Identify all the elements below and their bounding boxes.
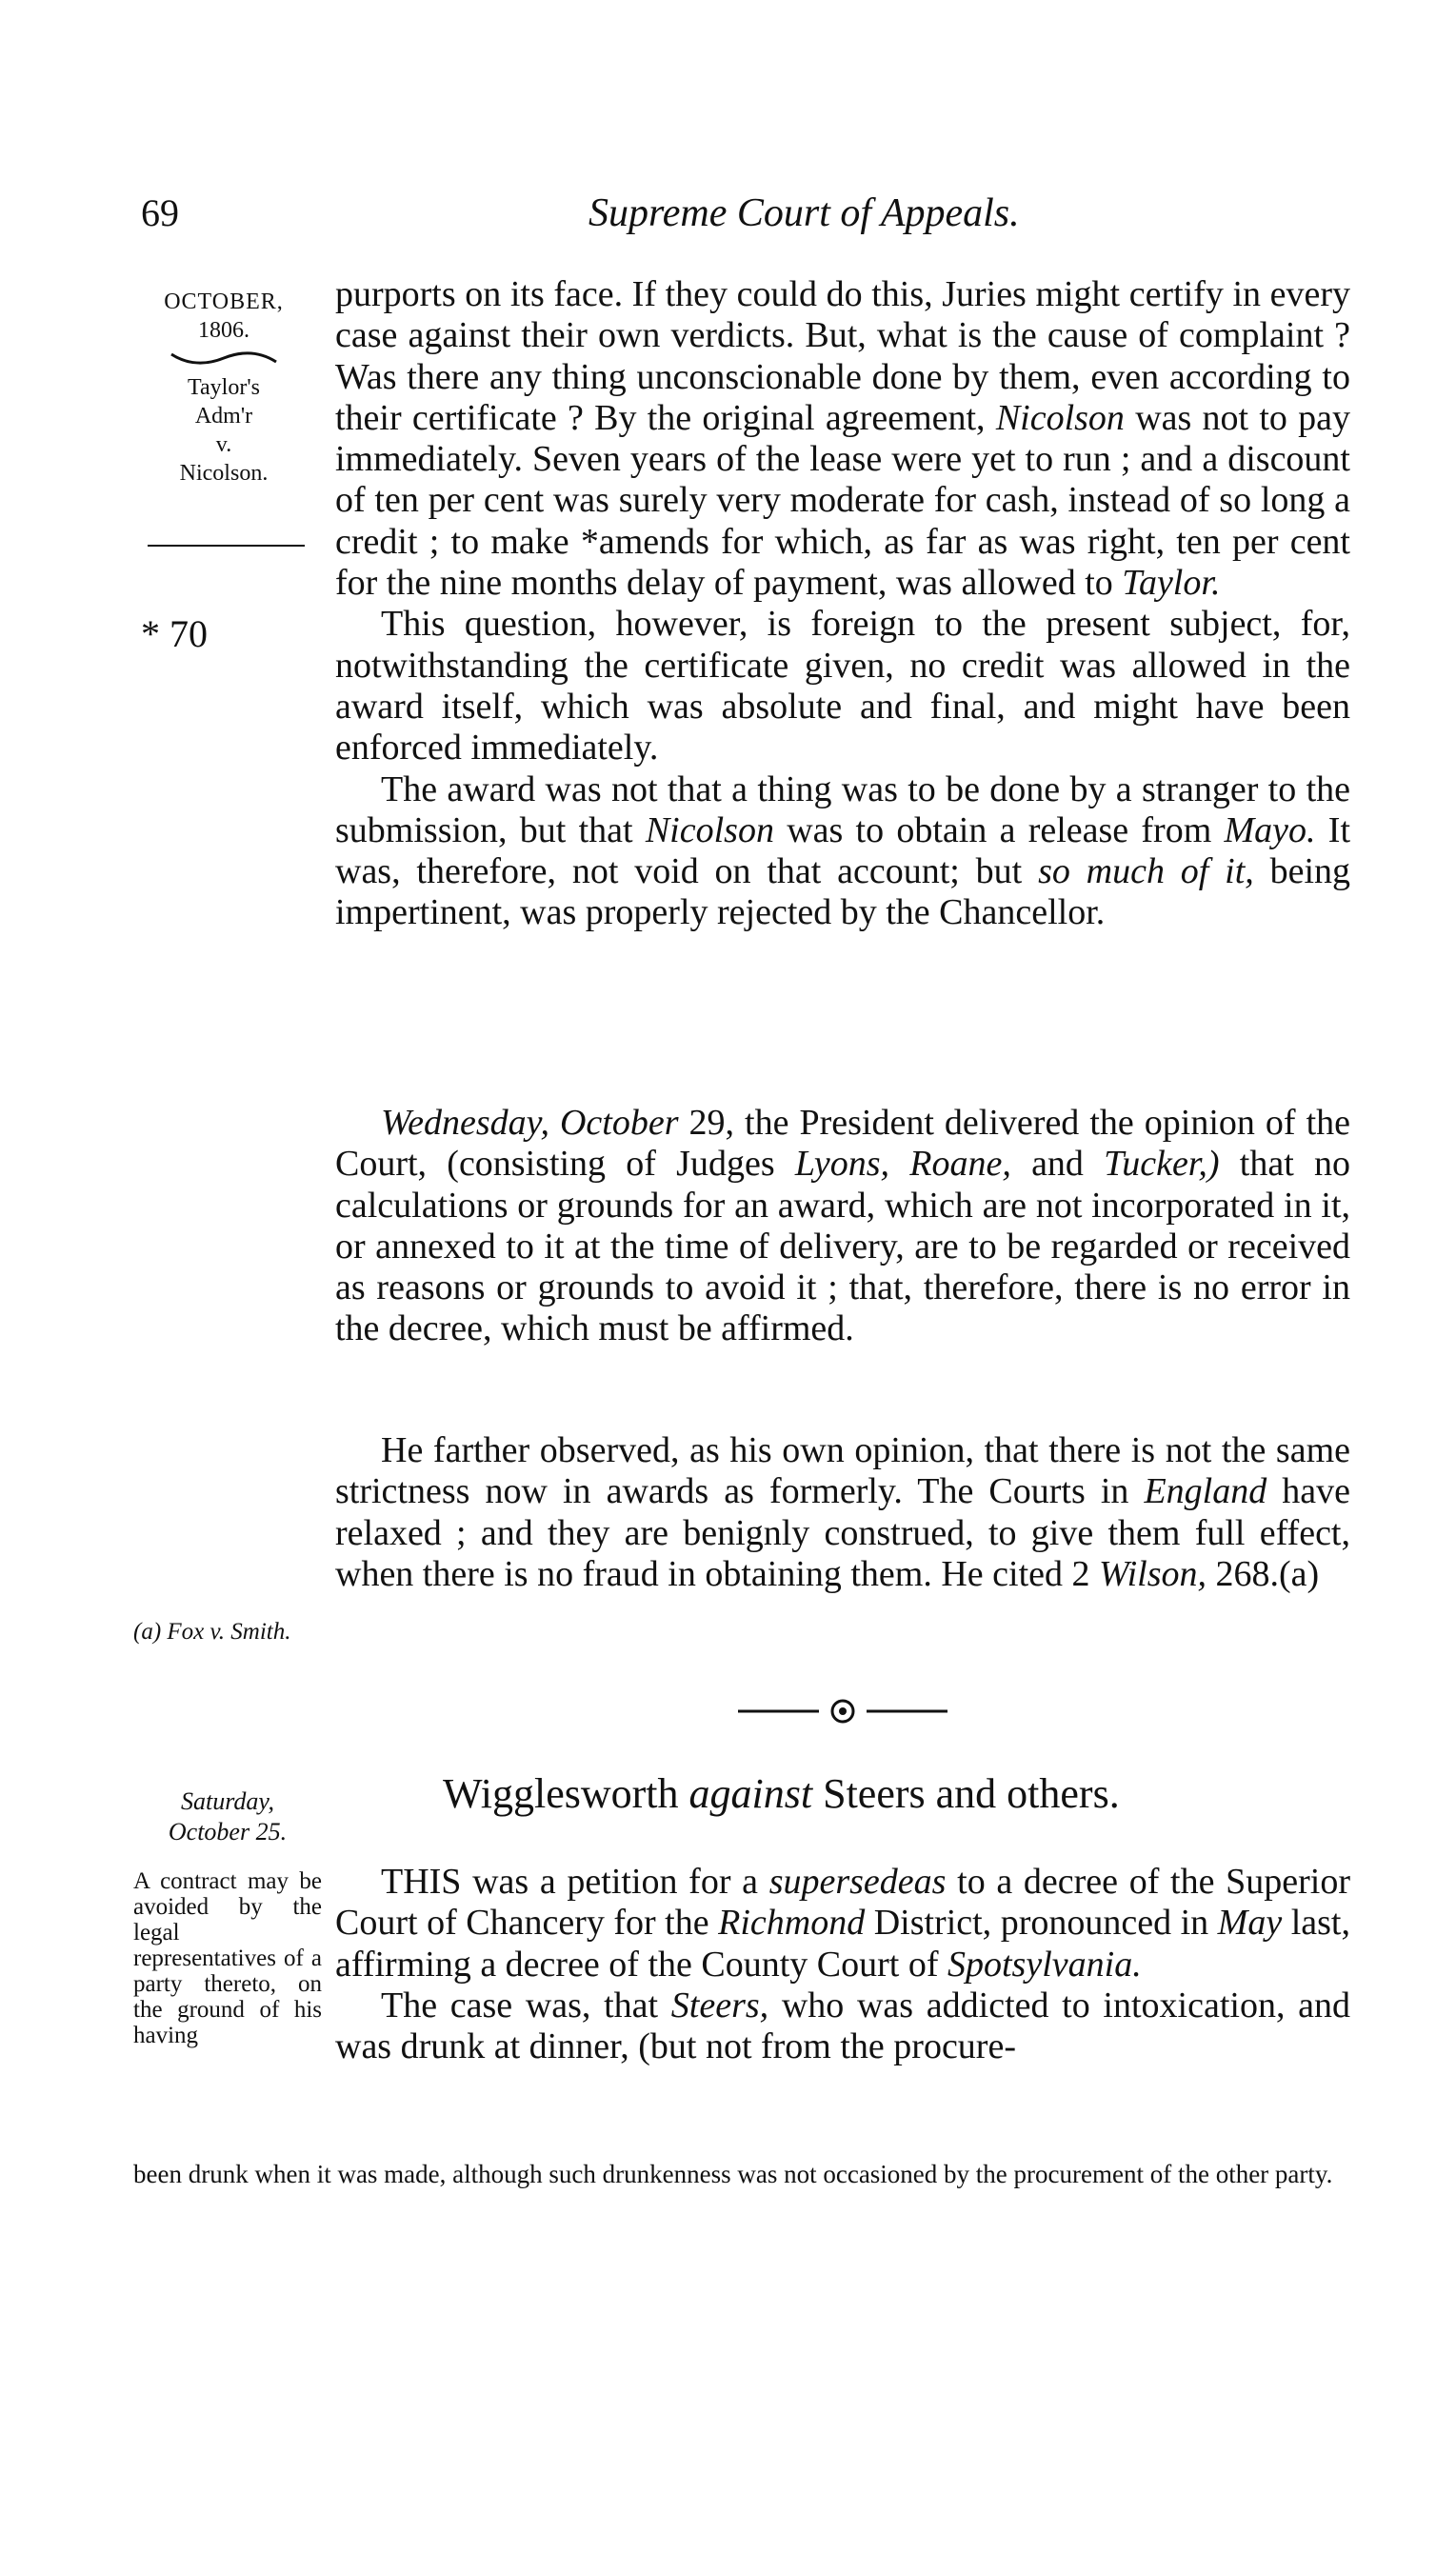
running-title: Supreme Court of Appeals. — [588, 191, 1020, 235]
paragraph-3: The award was not that a thing was to be done by a stranger to the submission, but that Nicolson was to obtain a release from Mayo. It was, therefore, not void on that account; but so much of it, being impertinent, was properly rejected by the Chancellor. — [335, 768, 1351, 933]
page-number: 69 — [141, 191, 179, 234]
margin-party1: Taylor's — [188, 375, 260, 400]
case2-text-block — [335, 1862, 1350, 2067]
main-text-block-3 — [335, 1430, 1350, 1595]
main-text-block-2 — [335, 1103, 1350, 1350]
paragraph-5: He farther observed, as his own opinion, that there is not the same strictness now in awards as formerly. The Courts in England have relaxed ; and they are benignly construed, to give them full effect, when there is no fraud in obtaining them. He cited 2 Wilson, 268.(a) — [335, 1430, 1351, 1594]
margin-party2: Adm'r — [194, 404, 253, 429]
paragraph-2: This question, however, is foreign to the present subject, for, notwithstanding the certificate given, no credit was allowed in the award itself, which was absolute and final, and might have been enforced immediately. — [335, 604, 1350, 768]
paragraph-1: purports on its face. If they could do this, Juries might certify in every case against their own verdicts. But, what is the cause of complaint ? Was there any thing unconscionable done by them, even according to their certificate ? By the original agreement, Nicolson was not to pay immediately. Seven years of the lease were yet to run ; and a discount of ten per cent was surely very moderate for cash, instead of so long a credit ; to make *amends for which, as far as was right, ten per cent for the nine months delay of payment, was allowed to Taylor. — [335, 274, 1351, 604]
margin-case-reference — [133, 288, 314, 488]
footnote-reference: (a) Fox v. Smith. — [133, 1619, 291, 1645]
swash-ornament-icon — [167, 349, 281, 369]
case2-date: Saturday, October 25. — [168, 1787, 288, 1846]
running-head — [141, 190, 1350, 248]
case2-sidenote: A contract may be avoided by the legal representatives of a party thereto, on the ground of his having — [133, 1868, 322, 2048]
paragraph-4: Wednesday, October 29, the President delivered the opinion of the Court, (consisting of Judges Lyons, Roane, and Tucker,) that no calculations or grounds for an award, which are not incorporated in it, or annexed to it at the time of delivery, are to be regarded or received as reasons or grounds to avoid it ; that, therefore, there is no error in the decree, which must be affirmed. — [335, 1103, 1350, 1349]
star-page-marker: * 70 — [141, 612, 208, 655]
margin-rule — [148, 545, 305, 547]
margin-party3: Nicolson. — [179, 461, 269, 486]
margin-versus: v. — [215, 432, 232, 457]
margin-month: OCTOBER, — [164, 289, 284, 314]
section-ornament-icon — [733, 1697, 952, 1726]
case2-footnote: been drunk when it was made, although such drunkenness was not occasioned by the procurement of the other party. — [133, 2160, 1333, 2188]
case2-title: Wigglesworth against Steers and others. — [443, 1770, 1120, 1817]
case2-paragraph-2: The case was, that Steers, who was addicted to intoxication, and was drunk at dinner, (but not from the procure- — [335, 1985, 1350, 2067]
main-text-block-1 — [335, 274, 1350, 934]
margin-year: 1806. — [198, 318, 249, 343]
case2-paragraph-1: THIS was a petition for a supersedeas to a decree of the Superior Court of Chancery for the Richmond District, pronounced in May last, affirming a decree of the County Court of Spotsylvania. — [335, 1862, 1350, 1985]
